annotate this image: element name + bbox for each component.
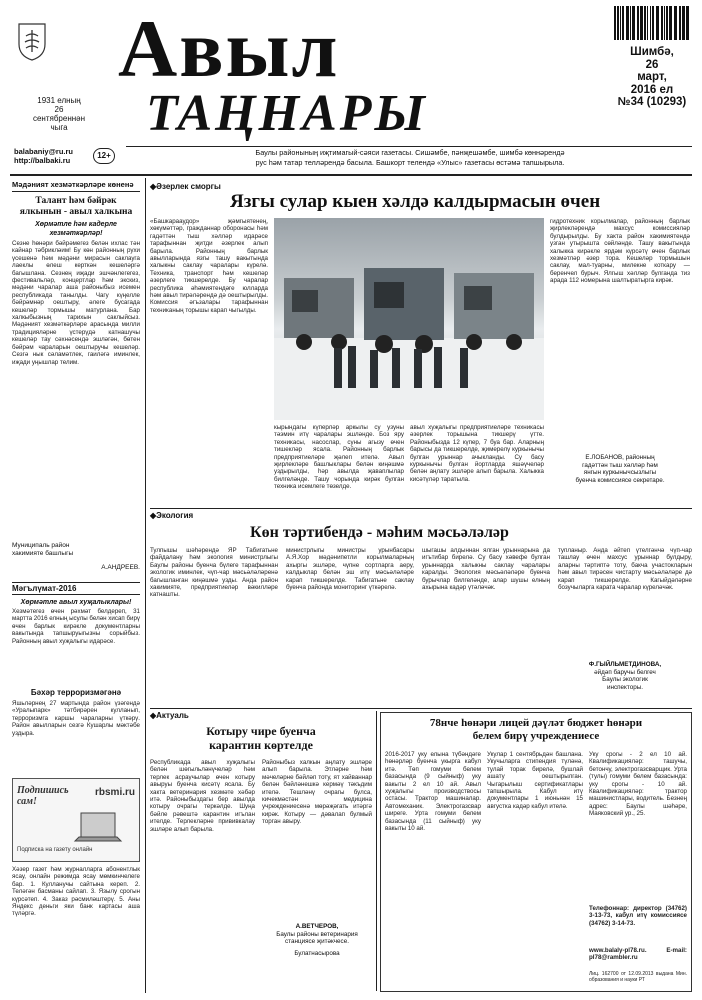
signature-role: хакимияте башлыгы — [12, 550, 74, 557]
left-greeting-line: Хөрмәтле һәм кадерле — [35, 221, 117, 228]
ad-headline-line: Подпишись — [17, 785, 69, 796]
barcode-bar — [640, 6, 643, 40]
top-photo — [274, 218, 544, 420]
top-headline: Язгы сулар кыен хәлдә калдырмасын өчен — [230, 191, 601, 212]
tagline-line: Баулы районының иҗтимагый-сәяси газетасы. Сишәмбе, пәнҗешәмбе, шимбә көннәрендә — [255, 148, 565, 157]
left-greeting2: Хөрмәтле авыл хуҗалыклары! — [20, 599, 132, 606]
left-signature — [12, 542, 140, 572]
barcode-bar — [650, 6, 651, 40]
left-headline-line: ялкынын - авыл халкына — [19, 207, 133, 217]
tagline — [130, 148, 690, 167]
byline-line: әйдәп баручы белгеч — [594, 668, 656, 676]
coat-of-arms-icon — [17, 22, 47, 62]
date-line: 2016 ел — [630, 83, 674, 96]
barcode-bar — [644, 6, 646, 40]
barcode-bar — [674, 6, 677, 40]
since-block — [18, 96, 100, 132]
lyceum-headline — [381, 717, 691, 743]
barcode-bar — [682, 6, 685, 40]
subscribe-ad — [12, 778, 140, 862]
ad-site[interactable]: rbsmi.ru — [94, 787, 135, 798]
since-line: чыга — [50, 123, 68, 132]
actual-byline-role: Баулы районы ветеринария станциясе җитәкчесе. — [276, 930, 358, 945]
left-subheadline: Бәхәр терроризмәгәнә — [30, 688, 122, 697]
actual-story — [150, 711, 372, 991]
top-body-col3: авыл хуҗалыгы предприятиеләре техникасы әзерлек торышына тикшерү үтте. Районыбызда 12 күпер, 7 буа бар. Аларның барысы да тикшерелде, җимерелү куркынычы булган урыннар ачыкланды. Су басу куркынычы булган йортларда яшәүчеләр белән аңлату эшләре алып барыла. Халыкка кисәтүләр таратыла. — [410, 424, 544, 483]
barcode-bar — [656, 6, 659, 40]
barcode-bar — [630, 6, 631, 40]
top-story — [150, 182, 692, 507]
diamond-icon: ◆ — [150, 182, 157, 191]
barcode-bar — [686, 6, 689, 40]
since-line: 1931 елның — [37, 96, 81, 105]
tagline-line: рус һәм татар телләрендә басыла. Башкорт телендә «Улыс» газетасы өстәмә тапшырыла. — [255, 157, 565, 167]
eco-body-col3: шыгашы алдыннан ялган урыннарына да игътибар бирелә. Су басу хәвефе булган урыннарда халыкны саклау чаралары каралды. Экология мәсьәләләре буенча бурычлар билгеләнде, алар шушы елның ахырына кадәр үтәләчәк. — [422, 547, 550, 592]
left-greeting-line: хезмәткәрләр! — [49, 229, 103, 237]
lyceum-body-col3: Уку срогы - 2 ел 10 ай. Квалификацияләр: ташучы, бетончу, электрогазсварщик. Урта (тулы) гомуми белем базасында: уку срогы - 10 ай. Квалификацияләр: трактор машинистлары, водитель. Безнең адрес: Баулы шәһәре, Маяковский ур., 25. — [589, 751, 687, 818]
actual-body-col1: Республикада авыл хуҗалыгы белән шөгыльләнүчеләр һәм терлек асраучылар өчен котыру авыруы буенча кисәтү ясала. Бу хакта ветеринария хезмәте хәбәр итә. Районыбыздагы бер авылда котыру очрагы теркәлде. Шуңа бәйле рәвештә карантин игълан ителде. Терлекләрне прививкалау эшләре алып барыла. — [150, 759, 255, 833]
actual-byline-name: Булатнасырова — [294, 949, 340, 957]
barcode-bar — [626, 6, 629, 40]
diamond-icon: ◆ — [150, 711, 157, 720]
eco-rubric — [150, 511, 692, 520]
rubric-culture-day: Мәдәният хезмәткәрләре көненә — [12, 180, 140, 192]
rubric-info-2016: Мәгълүмат-2016 — [12, 582, 140, 595]
barcode-bar — [647, 6, 648, 40]
byline-line: Баулы экологик — [602, 676, 648, 683]
issue-date — [612, 46, 692, 109]
ad-caption: Подписка на газету онлайн — [17, 847, 93, 853]
masthead-title-line1: Авыл — [118, 3, 340, 94]
left-body3: Яшьләрнең 27 мартында район үзәгендә «Уралыпарк» тәтбирәрен кулланып, терроризмга каршы чараларны үткәрү. Район авылларын сезгә Кушарлы мәктәбе уздыра. — [12, 700, 140, 737]
left-headline — [12, 196, 140, 218]
top-rubric-label: Әзерлек сморгы — [156, 182, 221, 191]
barcode-bar — [669, 6, 672, 40]
actual-rubric-label: Актуаль — [156, 711, 189, 720]
since-line: 26 — [54, 105, 64, 114]
barcode-bar — [679, 6, 681, 40]
masthead — [0, 0, 702, 175]
eco-rubric-label: Экология — [156, 511, 194, 520]
lyceum-body-col1: 2016-2017 уку елына түбәндәге һөнәрләр буенча укырга кабул итә. Төп гомуми белем базасында (9 сыйныф) уку вакыты 2 ел 10 ай. Авыл хуҗалыгы производствосы остасы. Трактор машиналар. Автомеханик. Электрогазсвар ширеге. Урта гомуми белем базасында (11 сыйныф) уку вакыты 10 ай. — [385, 751, 481, 833]
lyceum-headline-line: 78нче һөнәри лицей дәүләт бюджет һөнәри — [429, 717, 643, 729]
lyceum-headline-line: белем бирү учреждениесе — [472, 730, 600, 742]
date-line: март, — [637, 71, 667, 83]
lyceum-body-col2: Укулар 1 сентябрьдән башлана. Укучыларга стипендия түләнә, тулай торак бирелә, бушлай ашату оештырылган. Чыгарылыш сертификатлары тапшырыла. Кабул итү документлары 1 июньнән 15 августка кадәр кабул ителә. — [487, 751, 583, 810]
top-byline — [550, 454, 690, 484]
actual-byline: А.ВЕТЧЕРОВ, — [295, 923, 339, 930]
byline-line: Ф.ГЫЙЛЬМЕТДИНОВА, — [588, 661, 662, 668]
barcode-bar — [632, 6, 635, 40]
barcode-bar — [664, 6, 665, 40]
actual-byline-block — [262, 923, 372, 957]
eco-headline: Көн тәртибендә - мәһим мәсьәләләр — [250, 524, 509, 541]
date-line: Шимбә, — [630, 46, 674, 58]
eco-byline — [558, 661, 692, 691]
top-body-col1: «Башкарааудор» җәмгыятенең, хөкүмәттәр, гражданнар оборонасы һәм гадәттән тыш хәлләр идарәсе тарафыннан җитди әзерлек алып барыла. Районның барлык авылларында язгы ташу вакытында халыкны саклау чаралары күрелә. Техника, транспорт һәм кешеләр әзерлеге тикшерелде. Бу чаралар республика әһәмиятендәге юлларда һәм авыл тирәләрендә дә оештырылды. Комиссия әгъзалары тарафыннан техниканың торышы карап чыгылды. — [150, 218, 268, 314]
lyceum-site[interactable]: www.balaly-pl78.ru. E-mail: pl78@rambler.ru — [589, 947, 687, 962]
barcode-bar — [620, 6, 621, 40]
left-greeting — [12, 221, 140, 238]
barcode-bar — [661, 6, 663, 40]
actual-headline-line: Котыру чире буенча — [206, 724, 316, 738]
eco-body-col2: министрлыгы министры урынбасары А.Я.Хор мәдәнипетли корылмаларның ахыргы эшләре, чүпне сортларга аеру, калдыклар белән эш итү мәсьәләләре карап тикшерелде. Табигатьне саклау буенча районда мониторинг үткәрелә. — [286, 547, 414, 592]
byline-line: инспекторы. — [607, 683, 643, 691]
date-line: 26 — [645, 58, 659, 71]
left-body: Сезне һөнәри бәйрәмегез белән ихлас тән кайнар тәбрикләим! Бу көн районның рухи үсешенә һәм мәдәни мирасын саклауга лаеклы өлеш керткән кешеләргә багышлана. Сезнең иҗади эшчәнлегегез, фестивальләр, концертлар һәм экскиз, мәдәни чаралар аша районыбыз исемен республикада танылды. Чагу күңелле бәйрәмнәр оештыру, әлеге бусагада кешеләр тормышы матурлана. Бар халкыбызның тарихын саклыйсыз. Мәдәният хезмәткәрләре арасында милли традицияләрне үстерүдә катнашучы кешеләр тау сәхнәсендә эшләгән, бөтен бәйрәм чараларын оештыручы кешеләр. Сезгә нык сәламәтлек, гаиләгә иминлек, иҗади уңышлар телим. — [12, 240, 140, 366]
age-rating-badge: 12+ — [93, 148, 115, 164]
email-link[interactable]: balabaniy@ru.ru — [14, 147, 73, 156]
actual-headline-line: карантин көртелде — [209, 738, 313, 752]
left-body4: Хәзер газет һәм журналларга абонентлык ясау, онлайн режимда ясау мөмкинчелеге бар. 1. Кулланучы сайтына кереп. 2. Теләгән басманы сайлап. 3. Язылу срогын күрсәтеп. 4. Заказ рәсмиләштерү. 5. Аны Яндекс деньги яки банк картасы аша түләргә. — [12, 866, 140, 918]
actual-headline — [150, 724, 372, 752]
byline-line: гадәттән тыш хәлләр һәм — [582, 461, 658, 469]
actual-rubric — [150, 711, 372, 720]
eco-body-col1: Тулпышы шәһәрендә ЯР Табигатьне файдалану һәм экология министрлыгы Баулы районы буенча бүлеге тарафыннан экологик иминлек, чүп-чар мәсьәләләренә багышланган киңәшмә узды. Анда район хакимияте, предприятиеләр вәкилләре катнашты. — [150, 547, 278, 599]
barcode-bar — [617, 6, 619, 40]
lyceum-license: Лиц. 162700 от 12.09.2013 выдана Мин. образования и науки РТ — [589, 971, 687, 983]
barcode-bar — [666, 6, 668, 40]
lyceum-ad — [380, 712, 692, 992]
byline-line: янгын куркынычсызлыгы — [583, 469, 657, 476]
site-link[interactable]: http://balbaki.ru — [14, 156, 71, 165]
signature-name: А.АНДРЕЕВ. — [101, 564, 140, 571]
left-column — [12, 180, 140, 995]
left-headline-line: Талант һәм бәйрәк — [35, 196, 117, 206]
barcode-bar — [652, 6, 654, 40]
actual-body-col2: Районыбыз халкын аңлату эшләре алып барыла. Этләрне һәм мәчеләрне бәйләп тоту, ят хайваннар белән бәйләнешкә кермәү тәкъдим ителә. Тешләнү очрагы булса, кичекмәстән медицина учреждениесенә мөрәҗәгать итәргә кирәк. Котыру — дәвалап булмый торган авыру. — [262, 759, 372, 826]
trucks-photo-icon — [274, 218, 544, 420]
ad-headline — [17, 785, 69, 807]
barcode-icon — [612, 6, 692, 44]
byline-line: буенча комиссиясе секретаре. — [575, 476, 665, 484]
laptop-icon — [73, 809, 123, 849]
barcode-bar — [622, 6, 624, 40]
lyceum-phone: Телефоннар: директор (34762) 3-13-73, кабул итү комиссиясе (34762) 3-14-73. — [589, 905, 687, 927]
barcode-bar — [637, 6, 639, 40]
barcode-bar — [614, 6, 616, 40]
diamond-icon: ◆ — [150, 511, 157, 520]
contacts — [14, 147, 73, 165]
top-body-col2: кырындагы күперләр аркылы су узуны тәэмин итү чаралары эшләнде. Боз яру техникасы, насослар, суны агызу өчен тишекләр ясала. Районның барлык предприятиеләре җәлеп ителә. Авыл җирлекләре башлыклары белән киңәшмә уздырылды, һәр авылда җаваплылар билгеләнде. Ташу чорында кирәк булган техника исемлеге төзелде. — [274, 424, 404, 491]
eco-body-col4: тупланыр. Анда әйтеп үтелгәнчә чүп-чар ташлау өчен махсус урыннар булдыру, аларны тәртиптә тоту, бакча участокларын һәм авыл тирәсен чистарту мәсьәләләре дә карап тикшерелде. Кагыйдәләрне бозучыларга карата чаралар күреләчәк. — [558, 547, 692, 592]
masthead-title-line2: ТАҢНАРЫ — [146, 85, 428, 142]
ecology-story — [150, 511, 692, 706]
left-body2: Хезмәтегез өчен рәхмәт белдереп, 31 мартта 2016 елның ысулы белән хисап бирү өчен барлык кирәкле документларны вакытында тапшыруыгызны сорыйбыз. Районның авыл хуҗалыгы идарәсе. — [12, 608, 140, 645]
signature-role: Муниципаль район — [12, 542, 70, 549]
top-body-col4: гидротехник корылмалар, районның барлык җирлекләрендә махсус комиссияләр булдырылды. Бу хакта район хакимиятендә узган утырышта сөйләнде. Ташу вакытында халыкка кирәкле ярдәм күрсәтү өчен барлык хезмәтләр әзер тора. Кешеләр тормышын саклау, мал-туарны, милекне коткару — беренчел бурыч. Ялгыш хәлләр булганда тиз арада 112 номерына шалтыратырга кирәк. — [550, 218, 690, 285]
byline-line: Е.ЛОБАНОВ, районның — [585, 454, 655, 461]
since-line: сентябреннән — [32, 114, 86, 123]
ad-headline-line: сам! — [17, 796, 37, 807]
issue-number: №34 (10293) — [617, 96, 687, 108]
